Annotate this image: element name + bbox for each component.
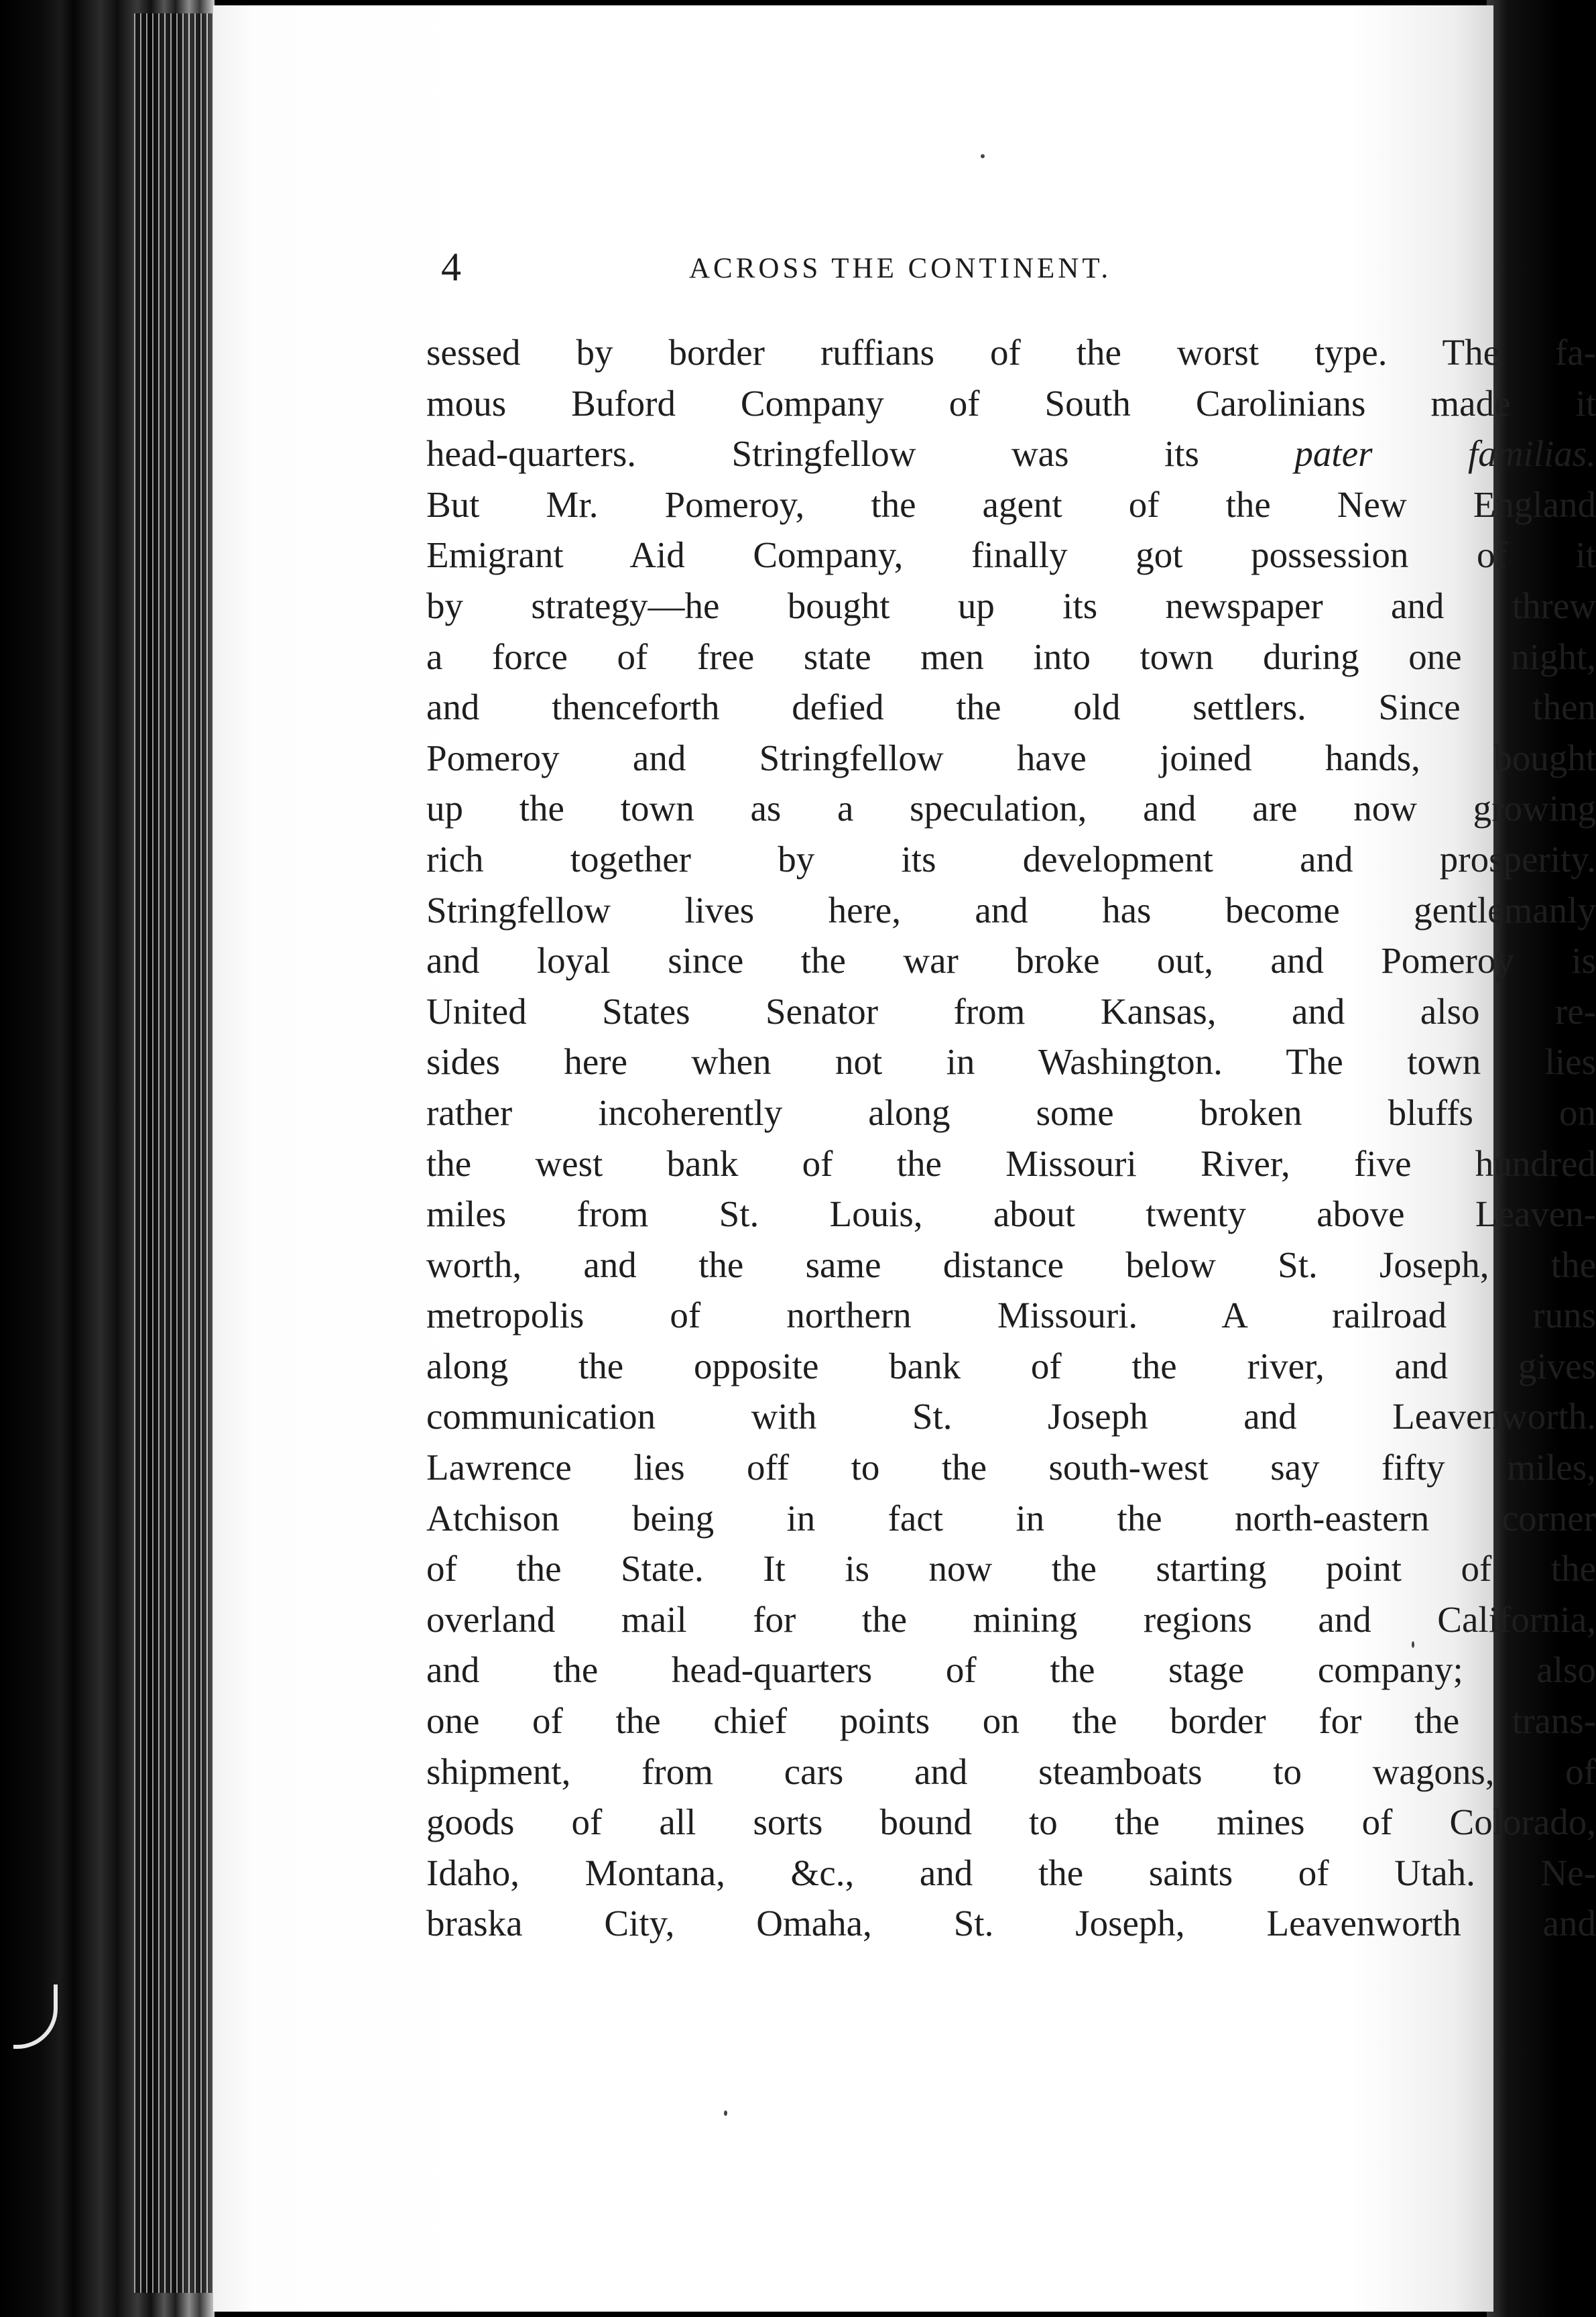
text-line: sessed by border ruffians of the worst type. The fa- bbox=[426, 332, 1596, 373]
text-line: by strategy—he bought up its newspaper and threw bbox=[426, 585, 1596, 626]
text-line: up the town as a speculation, and are now growing bbox=[426, 788, 1596, 829]
text-line: the west bank of the Missouri River, five hundred bbox=[426, 1142, 1596, 1184]
text-line: miles from St. Louis, about twenty above Leaven- bbox=[426, 1193, 1596, 1235]
paper-speck bbox=[1412, 1641, 1414, 1648]
running-title: ACROSS THE CONTINENT. bbox=[689, 253, 1112, 284]
text-line: Idaho, Montana, &c., and the saints of Utah. Ne- bbox=[426, 1852, 1596, 1893]
text-line: Stringfellow lives here, and has become gentlemanly bbox=[426, 889, 1596, 931]
text-line: and thenceforth defied the old settlers. Since then bbox=[426, 687, 1596, 728]
text-line: rather incoherently along some broken bluffs on bbox=[426, 1091, 1596, 1133]
text-line: communication with St. Joseph and Leavenworth. bbox=[426, 1396, 1596, 1437]
paper-speck bbox=[724, 2111, 727, 2116]
text-line: United States Senator from Kansas, and also re- bbox=[426, 990, 1596, 1032]
text-line: worth, and the same distance below St. Joseph, the bbox=[426, 1244, 1596, 1285]
text-line: sides here when not in Washington. The town lies bbox=[426, 1041, 1596, 1083]
text-line: metropolis of northern Missouri. A railroad runs bbox=[426, 1295, 1596, 1336]
text-line: Pomeroy and Stringfellow have joined hands, bought bbox=[426, 737, 1596, 778]
text-line: overland mail for the mining regions and California, bbox=[426, 1598, 1596, 1640]
text-line: shipment, from cars and steamboats to wagons, of bbox=[426, 1750, 1596, 1792]
italic-phrase: pater familias. bbox=[1294, 433, 1596, 475]
text-line: But Mr. Pomeroy, the agent of the New England bbox=[426, 483, 1596, 525]
paper-speck bbox=[981, 154, 985, 158]
text-line: rich together by its development and prosperity. bbox=[426, 838, 1596, 880]
body-text bbox=[426, 327, 1596, 1949]
page-edges bbox=[134, 13, 214, 2293]
text-line-prefix: head-quarters. Stringfellow was its bbox=[426, 433, 1295, 475]
text-line: braska City, Omaha, St. Joseph, Leavenworth and bbox=[426, 1903, 1596, 1944]
text-line: and loyal since the war broke out, and Pomeroy is bbox=[426, 940, 1596, 982]
page-header bbox=[441, 243, 1366, 290]
text-line: along the opposite bank of the river, and gives bbox=[426, 1345, 1596, 1386]
text-line: one of the chief points on the border for the trans- bbox=[426, 1700, 1596, 1742]
text-line-with-italic bbox=[426, 428, 1596, 479]
text-line: of the State. It is now the starting point of the bbox=[426, 1548, 1596, 1590]
text-line: and the head-quarters of the stage company; also bbox=[426, 1649, 1596, 1691]
text-line: goods of all sorts bound to the mines of Colorado, bbox=[426, 1801, 1596, 1843]
text-line: a force of free state men into town during one night, bbox=[426, 636, 1596, 677]
text-line: Emigrant Aid Company, finally got possession of it bbox=[426, 534, 1596, 576]
text-line: Lawrence lies off to the south-west say fifty miles, bbox=[426, 1447, 1596, 1488]
text-line: Atchison being in fact in the north-eastern corner bbox=[426, 1497, 1596, 1539]
book-page bbox=[213, 5, 1596, 2312]
page-number: 4 bbox=[441, 245, 461, 289]
text-line: mous Buford Company of South Carolinians made it bbox=[426, 382, 1596, 424]
